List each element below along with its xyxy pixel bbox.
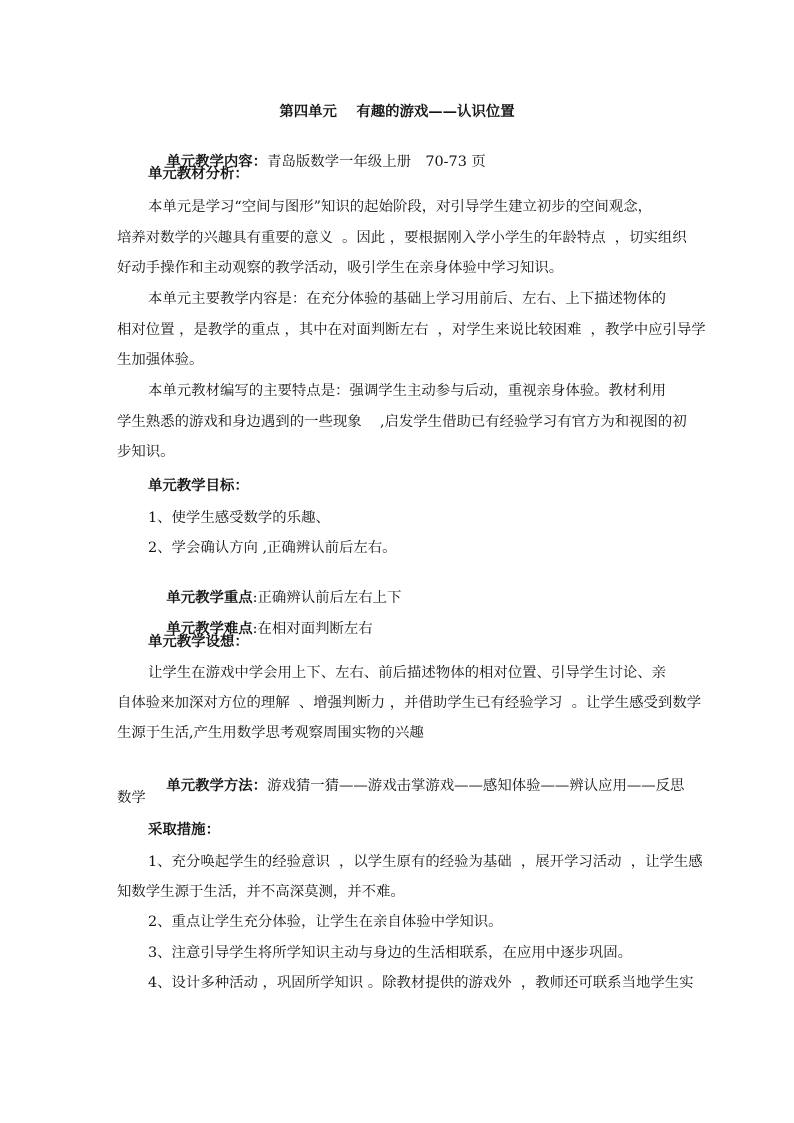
method-continuation: 数学 [117, 790, 146, 806]
difficult-point-value: :在相对面判断左右 [252, 621, 373, 637]
measure-line-5: 4、设计多种活动 ，巩固所学知识 。除教材提供的游戏外 ，教师还可联系当地学生实 [148, 975, 694, 991]
analysis-p2-line1: 本单元主要教学内容是：在充分体验的基础上学习用前后、左右、上下描述物体的 [148, 291, 667, 307]
method-label: 单元教学方法： [166, 777, 268, 794]
analysis-p1-line1: 本单元是学习“空间与图形”知识的起始阶段，对引导学生建立初步的空间观念， [148, 199, 652, 215]
measure-line-2: 知数学生源于生活，并不高深莫测，并不难。 [117, 884, 405, 900]
method-line [148, 756, 685, 794]
goal-item-1: 1、使学生感受数学的乐趣、 [148, 510, 330, 526]
analysis-p3-line3: 步知识。 [117, 444, 175, 460]
measure-line-3: 2、重点让学生充分体验，让学生在亲自体验中学知识。 [148, 914, 503, 930]
key-point-line [148, 568, 402, 606]
key-point-label: 单元教学重点 [166, 589, 253, 606]
unit-content-line [148, 132, 486, 170]
unit-content-value: 青岛版数学一年级上册 70-73 页 [267, 154, 486, 170]
design-line-1: 让学生在游戏中学会用上下、左右、前后描述物体的相对位置、引导学生讨论、亲 [148, 665, 667, 681]
difficult-point-line [148, 599, 373, 637]
design-heading: 单元教学设想： [148, 633, 249, 650]
goal-item-2: 2、学会确认方向 ,正确辨认前后左右。 [148, 540, 397, 556]
method-value: 游戏猜一猜——游戏击掌游戏——感知体验——辨认应用——反思 [267, 778, 685, 794]
measure-line-4: 3、注意引导学生将所学知识主动与身边的生活相联系，在应用中逐步巩固。 [148, 945, 633, 961]
design-line-3: 生源于生活,产生用数学思考观察周围实物的兴趣 [117, 725, 424, 741]
analysis-p1-line2: 培养对数学的兴趣具有重要的意义 。因此 ，要根据刚入学小学生的年龄特点 ，切实组织 [117, 230, 687, 246]
unit-content-label: 单元教学内容： [166, 153, 268, 170]
analysis-p3-line2: 学生熟悉的游戏和身边遇到的一些现象 ,启发学生借助已有经验学习有官方为和视图的初 [117, 414, 687, 430]
measures-heading: 采取措施： [148, 821, 220, 838]
goals-heading: 单元教学目标： [148, 477, 249, 494]
analysis-p3-line1: 本单元教材编写的主要特点是：强调学生主动参与后动，重视亲身体验。教材利用 [148, 383, 667, 399]
key-point-value: :正确辨认前后左右上下 [252, 590, 402, 606]
analysis-p2-line3: 生加强体验。 [117, 352, 204, 368]
page-title: 第四单元 有趣的游戏——认识位置 [279, 103, 515, 120]
difficult-point-label: 单元教学难点 [166, 620, 253, 637]
analysis-p2-line2: 相对位置 ，是教学的重点 ，其中在对面判断左右 ，对学生来说比较困难 ，教学中应引导学 [117, 322, 706, 338]
analysis-p1-line3: 好动手操作和主动观察的教学活动，吸引学生在亲身体验中学习知识。 [117, 260, 564, 276]
measure-line-1: 1、充分唤起学生的经验意识 ，以学生原有的经验为基础 ，展开学习活动 ，让学生感 [148, 854, 703, 870]
design-line-2: 自体验来加深对方位的理解 、增强判断力 ，并借助学生已有经验学习 。让学生感受到数学 [117, 695, 702, 711]
analysis-heading: 单元教材分析： [148, 165, 249, 182]
